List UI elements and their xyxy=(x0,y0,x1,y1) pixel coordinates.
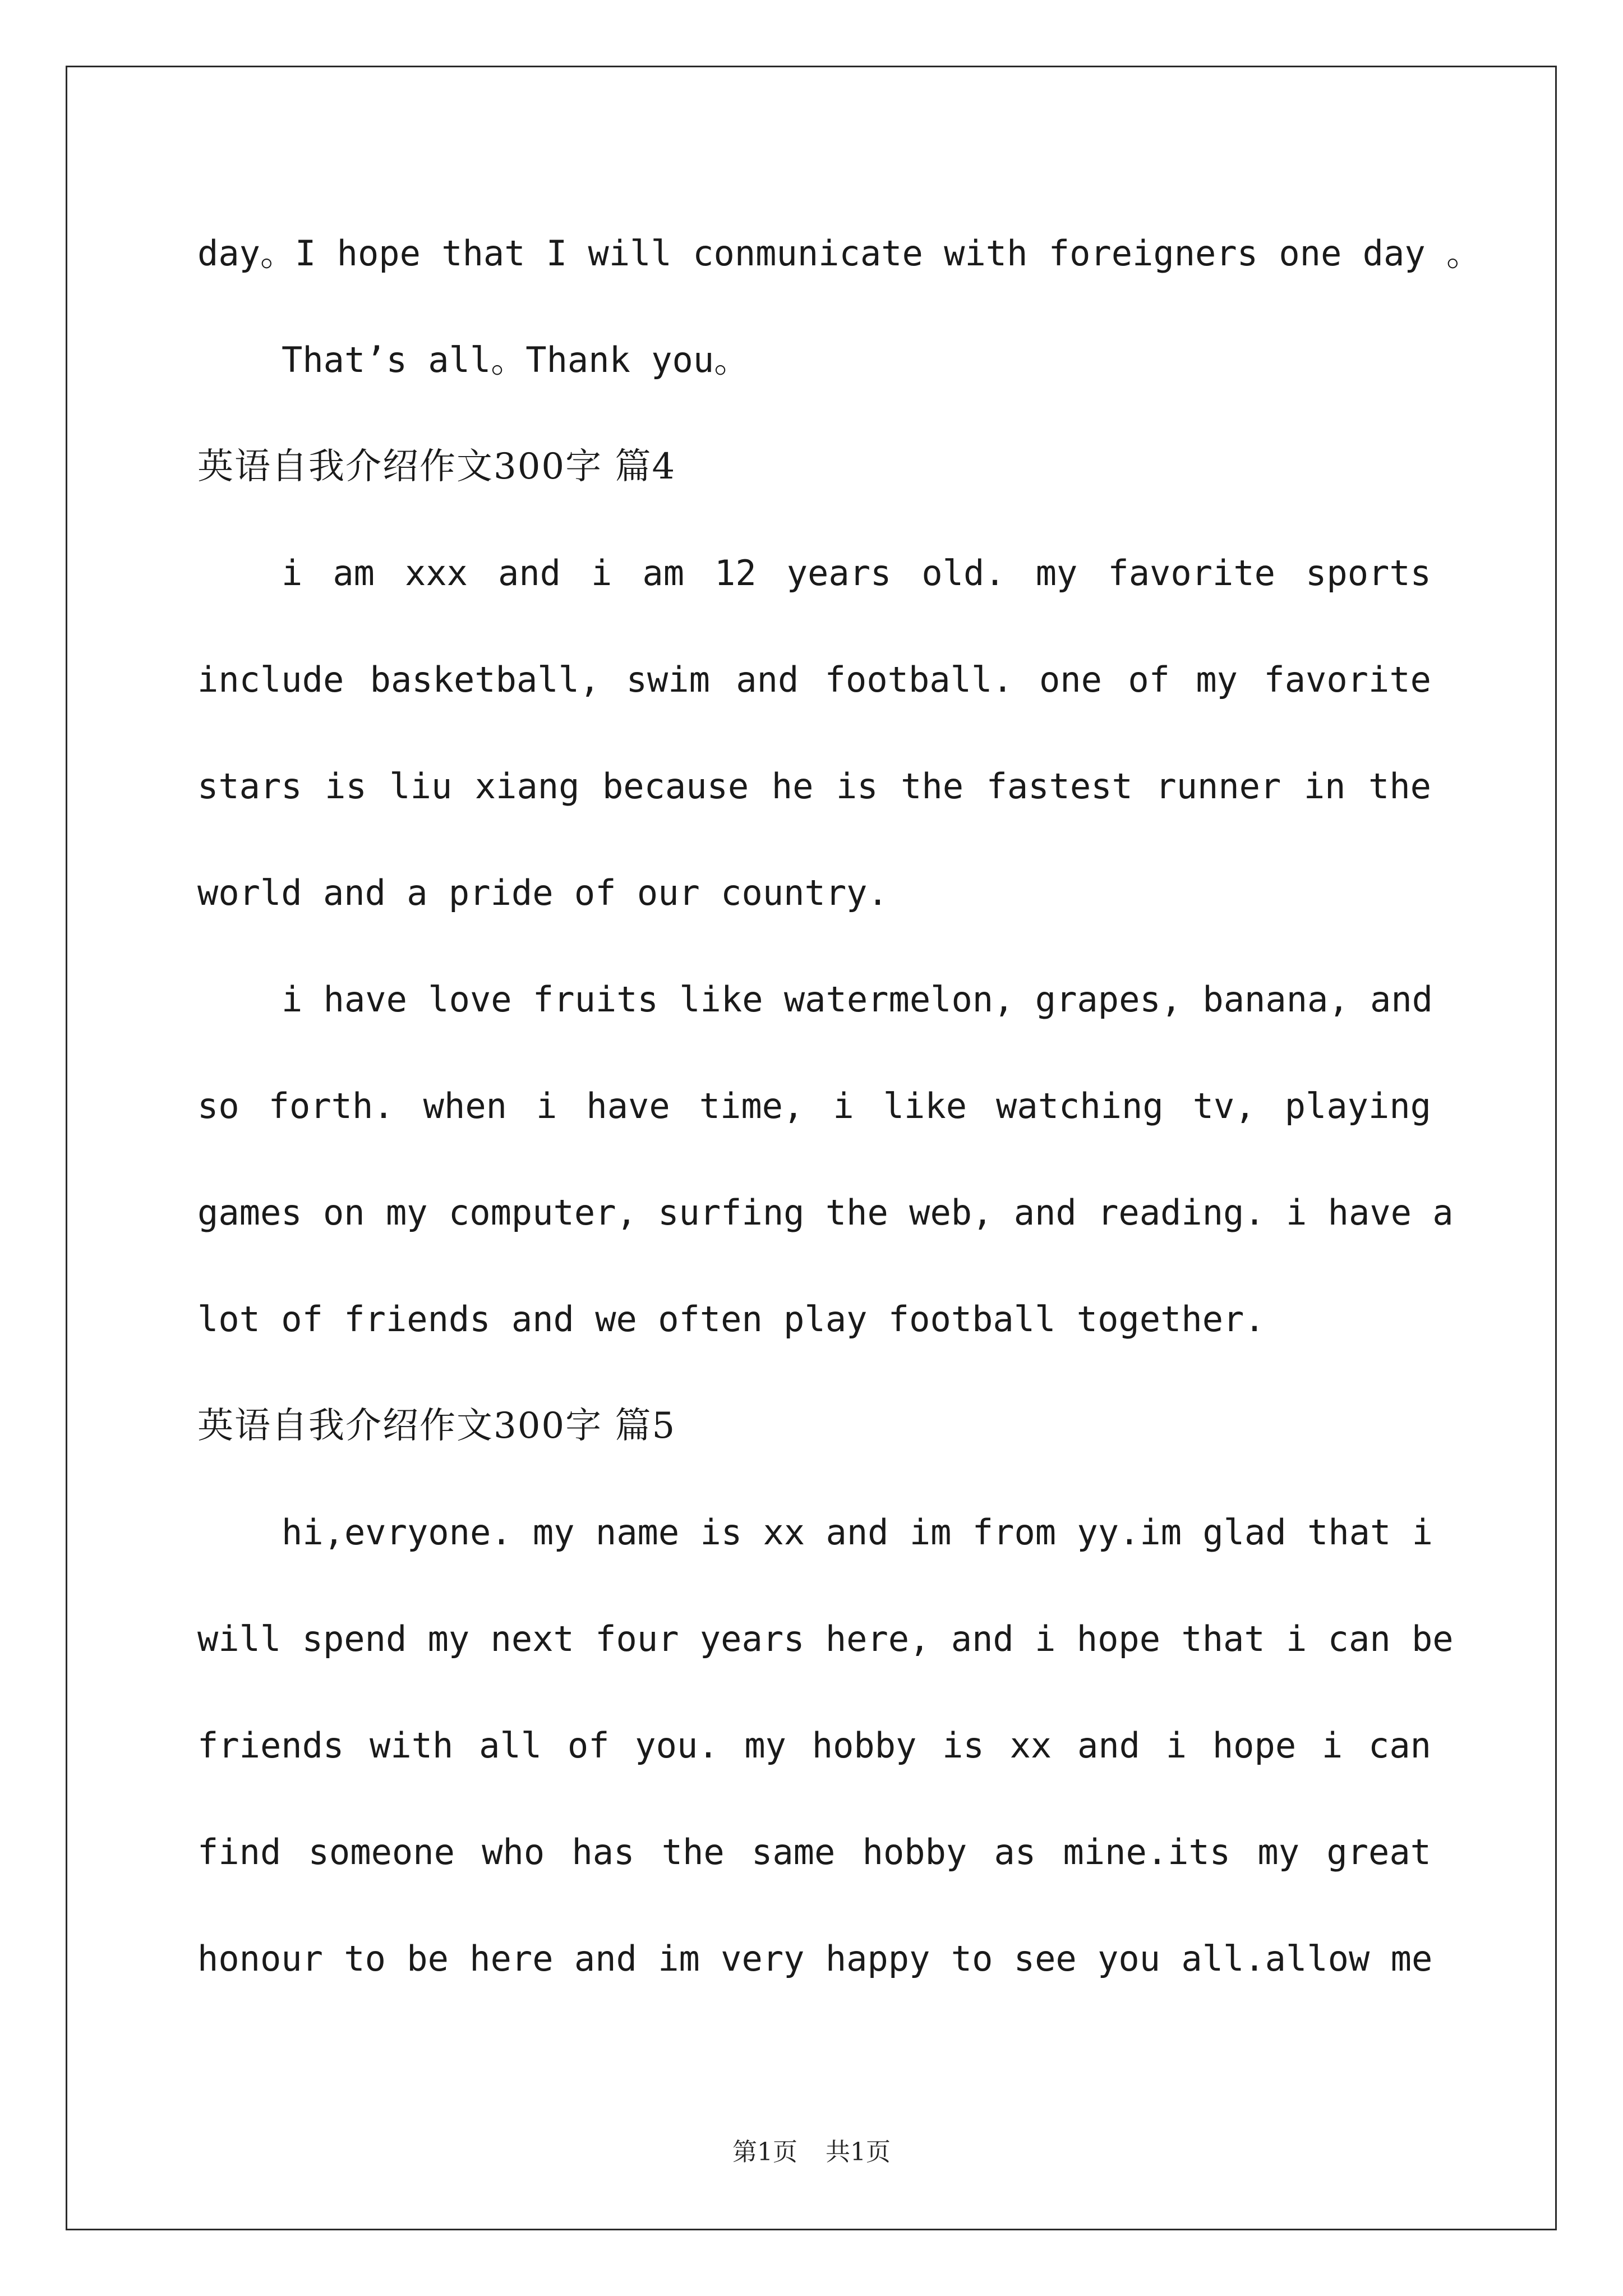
paragraph-line: games on my computer, surfing the web, and reading. i have a xyxy=(197,1192,1454,1233)
paragraph-line: will spend my next four years here, and i hope that i can be xyxy=(197,1618,1454,1659)
page-total: 共1页 xyxy=(826,2138,891,2166)
paragraph-line: hi,evryone. my name is xx and im from yy.im glad that i xyxy=(282,1512,1433,1553)
paragraph-line: lot of friends and we often play football together. xyxy=(197,1299,1265,1340)
section-heading: 英语自我介绍作文300字 篇4 xyxy=(197,446,676,487)
section-heading: 英语自我介绍作文300字 篇5 xyxy=(197,1405,676,1447)
page-number: 第1页 xyxy=(732,2138,797,2166)
paragraph-line: world and a pride of our country. xyxy=(197,872,888,913)
paragraph-line: i am xxx and i am 12 years old. my favorite sports xyxy=(282,553,1431,593)
paragraph-line: include basketball, swim and football. one of my favorite xyxy=(197,659,1431,700)
paragraph-line: i have love fruits like watermelon, grapes, banana, and xyxy=(282,979,1433,1020)
paragraph-line: honour to be here and im very happy to see you all.allow me xyxy=(197,1938,1433,1979)
paragraph-line: day。I hope that I will conmunicate with foreigners one day 。 xyxy=(197,233,1481,274)
paragraph-line: stars is liu xiang because he is the fastest runner in the xyxy=(197,766,1431,807)
document-body xyxy=(197,214,1481,2026)
paragraph-line: find someone who has the same hobby as mine.its my great xyxy=(197,1832,1431,1872)
page-footer xyxy=(0,2132,1623,2168)
paragraph-line: That’s all。Thank you。 xyxy=(282,339,749,380)
paragraph-line: so forth. when i have time, i like watching tv, playing xyxy=(197,1085,1431,1126)
paragraph-line: friends with all of you. my hobby is xx and i hope i can xyxy=(197,1725,1431,1766)
